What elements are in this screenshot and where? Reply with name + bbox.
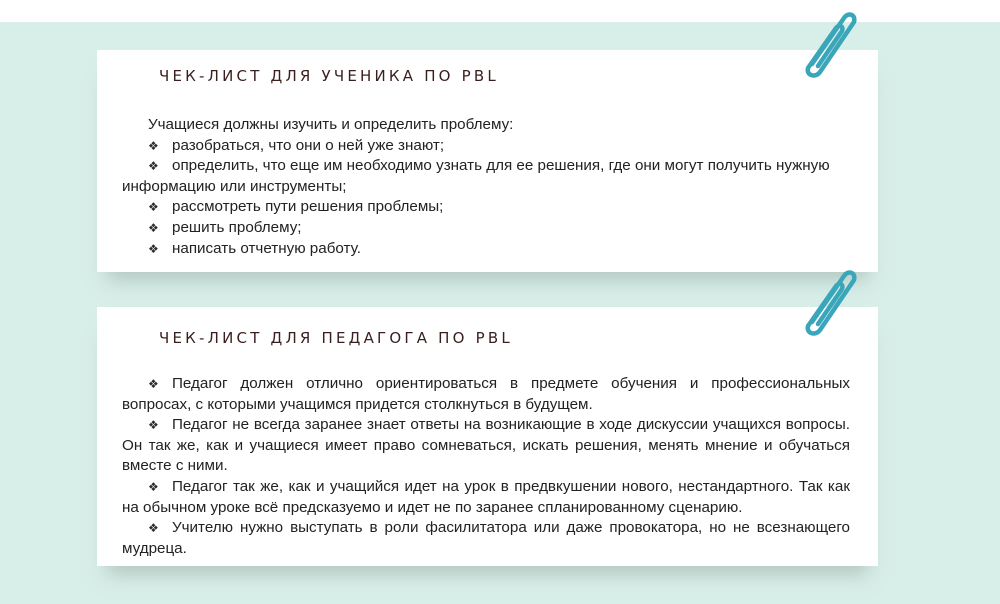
student-checklist-card xyxy=(97,50,878,272)
list-item xyxy=(122,218,850,239)
teacher-checklist-body xyxy=(122,374,850,559)
list-item-text: определить, что еще им необходимо узнать для ее решения, где они могут получить нужную информацию или инструменты; xyxy=(122,157,830,195)
diamond-bullet-icon: ❖ xyxy=(148,241,159,256)
student-checklist-body xyxy=(122,115,850,259)
list-item-text: решить проблему; xyxy=(172,218,302,236)
list-item-text: разобраться, что они о ней уже знают; xyxy=(172,136,445,154)
list-item-text: Педагог так же, как и учащийся идет на урок в предвкушении нового, нестандартного. Так как на обычном уроке всё предсказуемо и идет не по заранее спланированному сценарию. xyxy=(122,477,850,516)
diamond-bullet-icon: ❖ xyxy=(148,377,159,391)
list-item xyxy=(122,415,850,477)
list-item xyxy=(122,374,850,415)
diamond-bullet-icon: ❖ xyxy=(148,479,159,494)
teacher-checklist-card xyxy=(97,307,878,566)
list-item xyxy=(122,239,850,260)
diamond-bullet-icon: ❖ xyxy=(148,200,159,215)
list-item-text: написать отчетную работу. xyxy=(172,239,361,257)
diamond-bullet-icon: ❖ xyxy=(148,521,159,536)
list-item-text: рассмотреть пути решения проблемы; xyxy=(172,198,444,216)
diamond-bullet-icon: ❖ xyxy=(148,138,159,153)
paperclip-icon xyxy=(792,264,864,344)
list-item xyxy=(122,518,850,559)
diamond-bullet-icon: ❖ xyxy=(148,159,159,174)
list-item xyxy=(122,197,850,218)
list-item-text: Педагог должен отлично ориентироваться в предмете обучения и профессиональных вопросах, с которыми учащимся придется столкнуться в будущем. xyxy=(122,375,850,413)
list-item xyxy=(122,156,850,197)
list-item-text: Учителю нужно выступать в роли фасилитатора или даже провокатора, но не всезнающего мудреца. xyxy=(122,519,850,557)
list-item-text: Педагог не всегда заранее знает ответы на возникающие в ходе дискуссии учащихся вопросы. Он так же, как и учащиеся имеет право сомневаться, искать решения, менять мнение и обучаться вместе с ними. xyxy=(122,416,850,475)
list-item xyxy=(122,477,850,518)
diamond-bullet-icon: ❖ xyxy=(148,418,159,433)
student-checklist-intro: Учащиеся должны изучить и определить проблему: xyxy=(148,116,514,133)
student-checklist-title: ЧЕК-ЛИСТ ДЛЯ УЧЕНИКА ПО PBL xyxy=(159,67,499,85)
teacher-checklist-title: ЧЕК-ЛИСТ ДЛЯ ПЕДАГОГА ПО PBL xyxy=(159,329,513,347)
diamond-bullet-icon: ❖ xyxy=(148,220,159,235)
paperclip-icon xyxy=(792,6,864,86)
list-item xyxy=(122,136,850,157)
